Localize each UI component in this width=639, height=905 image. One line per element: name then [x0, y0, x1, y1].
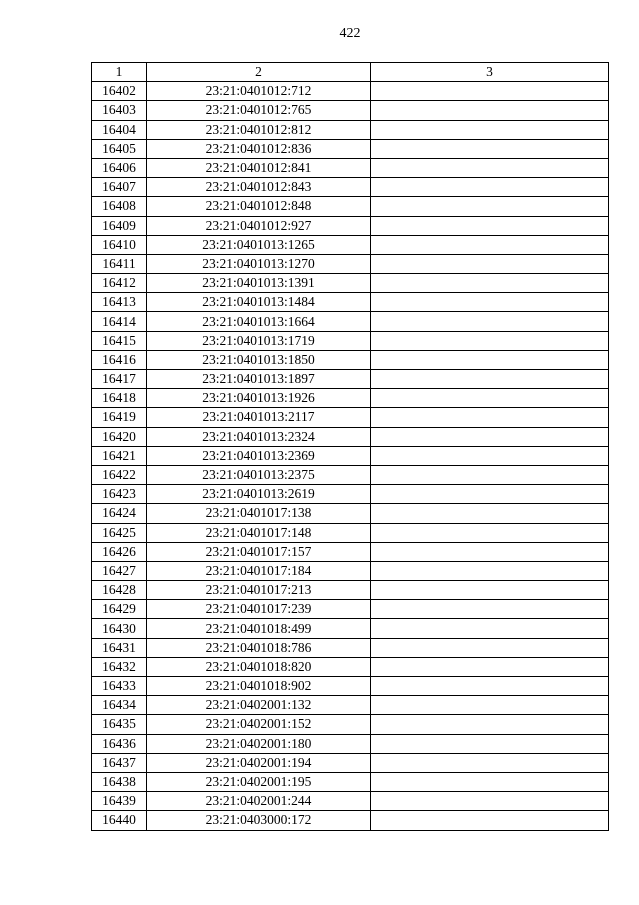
note-cell	[371, 293, 609, 312]
table-row	[92, 638, 609, 657]
cadastral-number-cell: 23:21:0402001:132	[147, 696, 371, 715]
table-row	[92, 408, 609, 427]
row-number-cell: 16431	[92, 638, 147, 657]
cadastral-number-cell: 23:21:0401012:812	[147, 120, 371, 139]
cadastral-number-cell: 23:21:0401012:841	[147, 158, 371, 177]
note-cell	[371, 542, 609, 561]
cadastral-number-cell: 23:21:0401013:1270	[147, 254, 371, 273]
table-row	[92, 485, 609, 504]
table-row	[92, 619, 609, 638]
cadastral-number-cell: 23:21:0402001:194	[147, 753, 371, 772]
row-number-cell: 16422	[92, 465, 147, 484]
cadastral-number-cell: 23:21:0401013:1391	[147, 274, 371, 293]
note-cell	[371, 312, 609, 331]
table-row	[92, 696, 609, 715]
note-cell	[371, 178, 609, 197]
cadastral-number-cell: 23:21:0401012:765	[147, 101, 371, 120]
cadastral-number-cell: 23:21:0401018:786	[147, 638, 371, 657]
cadastral-number-cell: 23:21:0401012:712	[147, 82, 371, 101]
table-row	[92, 561, 609, 580]
row-number-cell: 16436	[92, 734, 147, 753]
row-number-cell: 16418	[92, 389, 147, 408]
row-number-cell: 16430	[92, 619, 147, 638]
note-cell	[371, 677, 609, 696]
row-number-cell: 16411	[92, 254, 147, 273]
note-cell	[371, 427, 609, 446]
row-number-cell: 16440	[92, 811, 147, 830]
cadastral-number-cell: 23:21:0403000:172	[147, 811, 371, 830]
note-cell	[371, 139, 609, 158]
table-row	[92, 581, 609, 600]
table-row	[92, 139, 609, 158]
note-cell	[371, 350, 609, 369]
table-row	[92, 753, 609, 772]
row-number-cell: 16424	[92, 504, 147, 523]
row-number-cell: 16413	[92, 293, 147, 312]
note-cell	[371, 561, 609, 580]
cadastral-number-cell: 23:21:0401012:843	[147, 178, 371, 197]
table-row	[92, 370, 609, 389]
note-cell	[371, 657, 609, 676]
row-number-cell: 16405	[92, 139, 147, 158]
row-number-cell: 16437	[92, 753, 147, 772]
table-row	[92, 274, 609, 293]
row-number-cell: 16414	[92, 312, 147, 331]
cadastral-number-cell: 23:21:0401013:1265	[147, 235, 371, 254]
header-col-3: 3	[371, 63, 609, 82]
note-cell	[371, 734, 609, 753]
cadastral-number-cell: 23:21:0401013:2375	[147, 465, 371, 484]
table-row	[92, 350, 609, 369]
table-row	[92, 792, 609, 811]
row-number-cell: 16408	[92, 197, 147, 216]
row-number-cell: 16406	[92, 158, 147, 177]
cadastral-number-cell: 23:21:0401013:1897	[147, 370, 371, 389]
row-number-cell: 16421	[92, 446, 147, 465]
cadastral-number-cell: 23:21:0401013:2619	[147, 485, 371, 504]
note-cell	[371, 504, 609, 523]
note-cell	[371, 715, 609, 734]
header-col-2: 2	[147, 63, 371, 82]
note-cell	[371, 446, 609, 465]
note-cell	[371, 485, 609, 504]
row-number-cell: 16404	[92, 120, 147, 139]
table-row	[92, 542, 609, 561]
row-number-cell: 16412	[92, 274, 147, 293]
row-number-cell: 16410	[92, 235, 147, 254]
table-row	[92, 427, 609, 446]
note-cell	[371, 638, 609, 657]
note-cell	[371, 101, 609, 120]
row-number-cell: 16417	[92, 370, 147, 389]
note-cell	[371, 389, 609, 408]
cadastral-number-cell: 23:21:0402001:152	[147, 715, 371, 734]
table-row	[92, 715, 609, 734]
note-cell	[371, 216, 609, 235]
note-cell	[371, 370, 609, 389]
cadastral-number-cell: 23:21:0401018:902	[147, 677, 371, 696]
cadastral-number-cell: 23:21:0401013:1850	[147, 350, 371, 369]
table-header	[92, 63, 609, 82]
header-row	[92, 63, 609, 82]
note-cell	[371, 158, 609, 177]
table-row	[92, 772, 609, 791]
cadastral-number-cell: 23:21:0401017:184	[147, 561, 371, 580]
cadastral-number-cell: 23:21:0402001:180	[147, 734, 371, 753]
cadastral-number-cell: 23:21:0402001:195	[147, 772, 371, 791]
table-row	[92, 197, 609, 216]
table-body	[92, 82, 609, 830]
row-number-cell: 16435	[92, 715, 147, 734]
row-number-cell: 16416	[92, 350, 147, 369]
table-row	[92, 82, 609, 101]
row-number-cell: 16434	[92, 696, 147, 715]
table-row	[92, 101, 609, 120]
table-row	[92, 446, 609, 465]
page-number: 422	[339, 26, 361, 41]
row-number-cell: 16438	[92, 772, 147, 791]
note-cell	[371, 465, 609, 484]
table-row	[92, 504, 609, 523]
cadastral-number-cell: 23:21:0401013:2117	[147, 408, 371, 427]
row-number-cell: 16425	[92, 523, 147, 542]
cadastral-number-cell: 23:21:0401013:1926	[147, 389, 371, 408]
row-number-cell: 16432	[92, 657, 147, 676]
note-cell	[371, 523, 609, 542]
cadastral-number-cell: 23:21:0401012:927	[147, 216, 371, 235]
cadastral-number-cell: 23:21:0401017:213	[147, 581, 371, 600]
table-row	[92, 523, 609, 542]
cadastral-number-cell: 23:21:0402001:244	[147, 792, 371, 811]
row-number-cell: 16420	[92, 427, 147, 446]
note-cell	[371, 600, 609, 619]
row-number-cell: 16415	[92, 331, 147, 350]
table-row	[92, 178, 609, 197]
note-cell	[371, 772, 609, 791]
table-row	[92, 254, 609, 273]
row-number-cell: 16439	[92, 792, 147, 811]
table-row	[92, 293, 609, 312]
table-row	[92, 120, 609, 139]
table-row	[92, 158, 609, 177]
cadastral-number-cell: 23:21:0401013:2324	[147, 427, 371, 446]
cadastral-number-cell: 23:21:0401018:820	[147, 657, 371, 676]
cadastral-number-cell: 23:21:0401013:1664	[147, 312, 371, 331]
row-number-cell: 16433	[92, 677, 147, 696]
table-row	[92, 389, 609, 408]
cadastral-number-cell: 23:21:0401017:148	[147, 523, 371, 542]
note-cell	[371, 581, 609, 600]
table-row	[92, 600, 609, 619]
note-cell	[371, 753, 609, 772]
cadastral-number-cell: 23:21:0401017:157	[147, 542, 371, 561]
note-cell	[371, 235, 609, 254]
row-number-cell: 16428	[92, 581, 147, 600]
row-number-cell: 16402	[92, 82, 147, 101]
cadastral-number-cell: 23:21:0401013:1484	[147, 293, 371, 312]
row-number-cell: 16419	[92, 408, 147, 427]
cadastral-number-cell: 23:21:0401012:848	[147, 197, 371, 216]
note-cell	[371, 254, 609, 273]
note-cell	[371, 120, 609, 139]
table-row	[92, 312, 609, 331]
table-row	[92, 465, 609, 484]
cadastral-number-cell: 23:21:0401012:836	[147, 139, 371, 158]
note-cell	[371, 197, 609, 216]
table-row	[92, 677, 609, 696]
note-cell	[371, 696, 609, 715]
note-cell	[371, 792, 609, 811]
note-cell	[371, 331, 609, 350]
table-row	[92, 216, 609, 235]
cadastral-number-cell: 23:21:0401017:239	[147, 600, 371, 619]
table-row	[92, 331, 609, 350]
note-cell	[371, 274, 609, 293]
header-col-1: 1	[92, 63, 147, 82]
cadastral-number-cell: 23:21:0401013:2369	[147, 446, 371, 465]
row-number-cell: 16423	[92, 485, 147, 504]
note-cell	[371, 811, 609, 830]
cadastral-number-cell: 23:21:0401013:1719	[147, 331, 371, 350]
row-number-cell: 16427	[92, 561, 147, 580]
table-row	[92, 235, 609, 254]
cadastral-number-cell: 23:21:0401018:499	[147, 619, 371, 638]
row-number-cell: 16409	[92, 216, 147, 235]
registry-table	[91, 62, 609, 831]
row-number-cell: 16429	[92, 600, 147, 619]
row-number-cell: 16407	[92, 178, 147, 197]
table-row	[92, 734, 609, 753]
note-cell	[371, 619, 609, 638]
note-cell	[371, 408, 609, 427]
row-number-cell: 16403	[92, 101, 147, 120]
cadastral-number-cell: 23:21:0401017:138	[147, 504, 371, 523]
note-cell	[371, 82, 609, 101]
row-number-cell: 16426	[92, 542, 147, 561]
table-row	[92, 811, 609, 830]
table-row	[92, 657, 609, 676]
